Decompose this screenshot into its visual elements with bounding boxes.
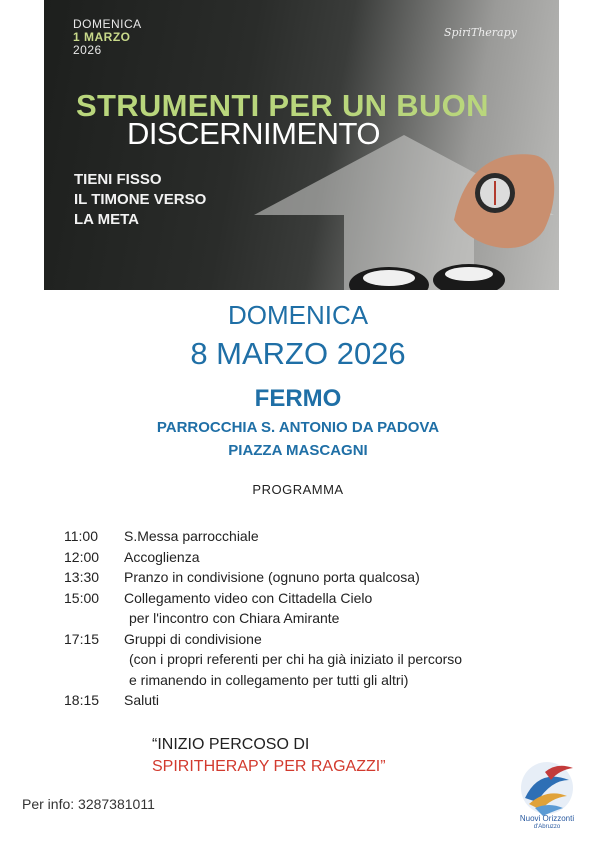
- program-quote: [152, 734, 386, 778]
- banner-subtitle-line2: IL TIMONE VERSO: [74, 191, 207, 208]
- schedule-time: 13:30: [64, 569, 100, 585]
- event-square: PIAZZA MASCAGNI: [228, 442, 368, 459]
- org-name: Nuovi Orizzonti: [519, 814, 575, 823]
- banner-date-year: 2026: [73, 43, 102, 57]
- schedule-time: 18:15: [64, 692, 100, 708]
- quote-line1: “INIZIO PERCOSO DI: [152, 736, 310, 753]
- banner-date-day: DOMENICA: [73, 17, 142, 31]
- schedule-activity: S.Messa parrocchiale: [124, 528, 259, 544]
- event-date: 8 MARZO 2026: [190, 336, 406, 371]
- banner-title-line2: DISCERNIMENTO: [127, 116, 381, 151]
- schedule-activity: Collegamento video con Cittadella Cielo: [124, 589, 373, 606]
- schedule-time: 12:00: [64, 548, 100, 565]
- header-banner: [44, 0, 559, 290]
- banner-subtitle-line3: LA META: [74, 211, 139, 228]
- banner-title-line1: STRUMENTI PER UN BUON: [76, 88, 489, 123]
- schedule-activity: Accoglienza: [124, 548, 200, 565]
- banner-subtitle-line1: TIENI FISSO: [74, 171, 162, 188]
- schedule-activity: per l'incontro con Chiara Amirante: [129, 610, 340, 626]
- spiritherapy-logo: SpiriTherapy: [444, 26, 517, 39]
- banner-date: [73, 18, 142, 57]
- banner-date-month: 1 MARZO: [73, 30, 131, 44]
- schedule-activity: Pranzo in condivisione (ognuno porta qualcosa): [124, 569, 420, 585]
- banner-subtitle: [74, 170, 206, 230]
- program-title: PROGRAMMA: [252, 482, 344, 497]
- event-day: DOMENICA: [227, 300, 369, 330]
- quote-line2: SPIRITHERAPY PER RAGAZZI”: [152, 758, 386, 775]
- schedule-time: 11:00: [64, 528, 98, 544]
- schedule-activity: Gruppi di condivisione: [124, 630, 262, 647]
- schedule-time: 15:00: [64, 589, 100, 606]
- schedule-activity: (con i propri referenti per chi ha già iniziato il percorso: [129, 651, 463, 667]
- event-city: FERMO: [254, 385, 342, 412]
- schedule-activity: Saluti: [124, 692, 160, 708]
- org-subtitle: d'Abruzzo: [533, 824, 561, 830]
- event-parish: PARROCCHIA S. ANTONIO DA PADOVA: [156, 419, 440, 436]
- schedule-activity: e rimanendo in collegamento per tutti gli altri): [129, 671, 409, 688]
- contact-info: Per info: 3287381011: [22, 796, 155, 812]
- schedule-time: 17:15: [64, 630, 100, 647]
